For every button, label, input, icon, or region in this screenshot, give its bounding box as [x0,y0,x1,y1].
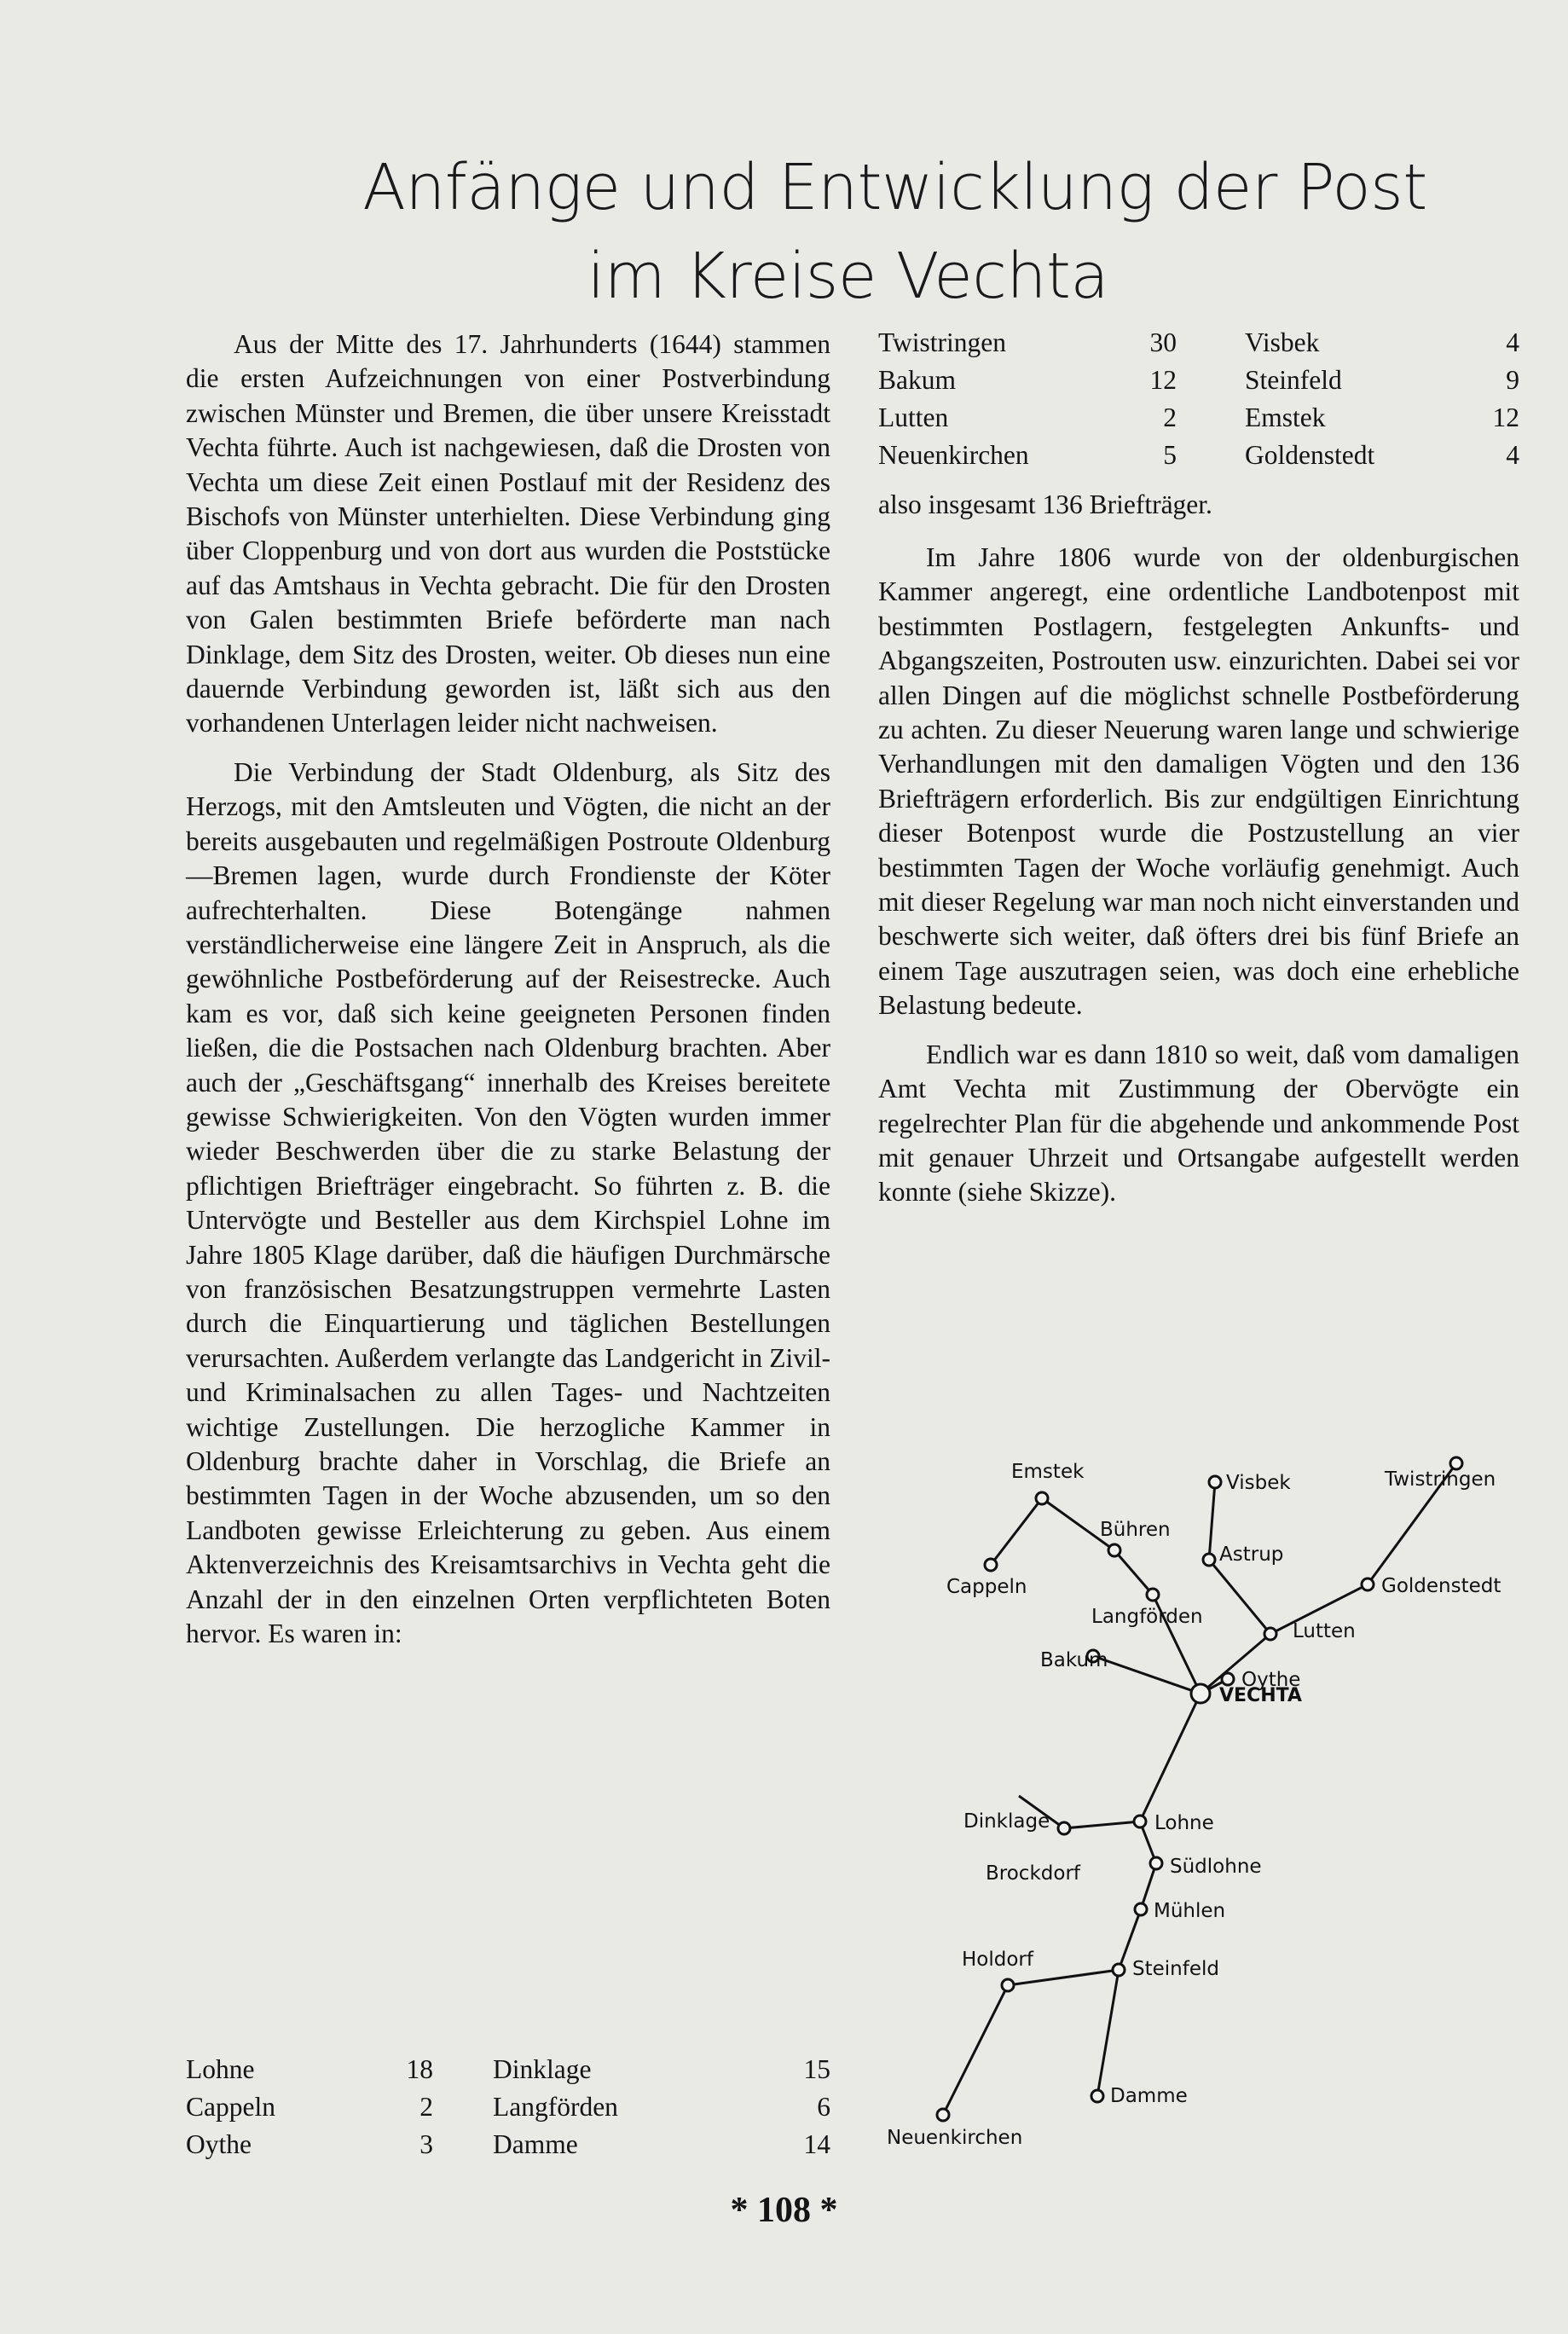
route-steinfeld-damme [1097,1970,1119,2096]
left-column [186,327,830,1651]
route-lines [943,1463,1456,2115]
label-muehlen: Mühlen [1154,1900,1226,1922]
paragraph: Im Jahre 1806 wurde von der oldenburgischen Kammer angeregt, eine ordentliche Landbotenpost mit bestimmten Postlagern, festgelegten Ankunfts- und Abgangszeiten, Postrouten usw. einzurichten. Dabei sei vor allen Dingen auf die möglichst schnelle Postbeförderung zu achten. Zu dieser Neuerung waren lange und schwierige Verhandlungen mit den damaligen Vögten und den 136 Briefträgern erforderlich. Bis zur endgültigen Einrichtung dieser Botenpost wurde die Postzustellung an vier bestimmten Tagen der Woche vorläufig genehmigt. Auch mit dieser Regelung war man noch nicht einverstanden und beschwerte sich weiter, daß öfters drei bis fünf Briefe an einem Tage auszutragen seien, was doch eine erhebliche Belastung bedeute. [878,542,1519,1021]
paragraph: Aus der Mitte des 17. Jahrhunderts (1644) stammen die ersten Aufzeichnungen von einer Postverbindung zwischen Münster und Bremen, die über unsere Kreisstadt Vechta führte. Auch ist nachgewiesen, daß die Drosten von Vechta um diese Zeit einen Postlauf mit der Residenz des Bischofs von Münster unterhielten. Diese Verbindung ging über Cloppenburg und von dort aus wurden die Poststücke auf das Amtshaus in Vechta gebracht. Die für den Drosten von Galen bestimmten Briefe beförderte man nach Dinklage, dem Sitz des Drosten, weiter. Ob dieses nun eine dauernde Verbindung geworden ist, läßt sich aus den vorhandenen Unterlagen leider nicht nachweisen. [186,329,830,738]
place-name: Visbek [1245,327,1320,357]
label-astrup: Astrup [1219,1543,1284,1566]
postal-route-map [870,1441,1535,2166]
label-emstek: Emstek [1011,1461,1085,1483]
label-lutten: Lutten [1293,1620,1356,1642]
table-row [878,324,1519,362]
station-buehren [1108,1544,1120,1556]
courier-count: 4 [1506,440,1519,470]
label-damme: Damme [1110,2085,1188,2107]
label-twistringen: Twistringen [1385,1468,1496,1491]
label-bakum: Bakum [1040,1649,1108,1671]
station-suedlohne [1150,1857,1162,1869]
station-muehlen [1135,1903,1147,1915]
paragraph: Endlich war es dann 1810 so weit, daß vom damaligen Amt Vechta mit Zustimmung der Obervögte ein regelrechter Plan für die abgehende und ankommende Post mit genauer Uhrzeit und Ortsangabe aufgestellt werden konnte (siehe Skizze). [878,1039,1519,1208]
courier-count: 2 [1163,403,1177,432]
label-cappeln: Cappeln [946,1576,1027,1598]
table-row [186,2051,830,2088]
label-brockdorf: Brockdorf [986,1862,1080,1885]
place-name: Bakum [878,365,956,395]
place-name: Twistringen [878,327,1007,357]
label-steinfeld: Steinfeld [1132,1958,1219,1980]
station-steinfeld [1113,1964,1125,1976]
title-line-1: Anfänge und Entwicklung der Post [362,151,1427,224]
label-suedlohne: Südlohne [1170,1856,1262,1878]
place-name: Lutten [878,403,949,432]
station-lutten [1264,1628,1276,1640]
station-langfoerden [1147,1589,1159,1601]
table-row [186,2088,830,2126]
courier-count: 14 [803,2129,830,2159]
label-holdorf: Holdorf [962,1949,1033,1971]
station-twistringen [1450,1457,1462,1469]
route-stations [937,1457,1462,2121]
page-number: * 108 * [730,2191,838,2230]
station-astrup [1203,1554,1215,1566]
table-row [878,362,1519,399]
label-oythe: Oythe [1241,1669,1301,1691]
label-lohne: Lohne [1154,1812,1214,1834]
courier-count-table-left [186,2051,830,2163]
page-title [0,143,1568,321]
place-name: Emstek [1245,403,1326,432]
courier-count: 5 [1163,440,1177,470]
station-brockdorf [1058,1822,1070,1834]
station-damme [1091,2090,1103,2102]
place-name: Dinklage [493,2054,592,2084]
station-holdorf [1002,1979,1014,1991]
courier-count: 18 [406,2054,433,2084]
label-visbek: Visbek [1226,1472,1291,1494]
place-name: Lohne [186,2054,255,2084]
paragraph: Die Verbindung der Stadt Oldenburg, als Sitz des Herzogs, mit den Amtsleuten und Vögten, die nicht an der bereits ausgebauten und regelmäßigen Postroute Oldenburg—Bremen lagen, wurde durch Frondienste der Köter aufrechterhalten. Diese Botengänge nahmen verständlicherweise eine längere Zeit in Anspruch, als die gewöhnliche Postbeförderung auf der Reisestrecke. Auch kam es vor, daß sich keine geeigneten Personen finden ließen, die die Postsachen nach Oldenburg brachten. Aber auch der „Geschäftsgang“ innerhalb des Kreises bereitete gewisse Schwierigkeiten. Von den Vögten wurden immer wieder Beschwerden über die zu starke Belastung der pflichtigen Briefträger eingebracht. So führten z. B. die Untervögte und Besteller aus dem Kirchspiel Lohne im Jahre 1805 Klage darüber, daß die häufigen Durchmärsche von französischen Besatzungstruppen vermehrte Lasten durch die Einquartierung und täglichen Bestellungen verursachten. Außerdem verlangte das Landgericht in Zivil- und Kriminalsachen zu allen Tages- und Nachtzeiten wichtige Zustellungen. Die herzogliche Kammer in Oldenburg brachte daher in Vorschlag, die Briefe an bestimmten Tagen in der Woche abzusenden, um so den Landboten gewisse Erleichterung zu geben. Aus einem Aktenverzeichnis des Kreisamtsarchivs in Vechta geht die Anzahl der in den einzelnen Orten verpflichteten Boten hervor. Es waren in: [186,756,830,1649]
title-line-2: im Kreise Vechta [587,240,1109,313]
label-buehren: Bühren [1100,1519,1171,1541]
place-name: Damme [493,2129,578,2159]
label-goldenstedt: Goldenstedt [1381,1575,1501,1597]
courier-count-table-right [878,324,1519,474]
courier-count: 2 [419,2092,433,2122]
courier-total: also insgesamt 136 Briefträger. [878,489,1212,519]
courier-count: 3 [419,2129,433,2159]
station-emstek [1036,1492,1048,1504]
station-cappeln [985,1559,997,1571]
table-row [878,399,1519,437]
place-name: Goldenstedt [1245,440,1375,470]
label-langfoerden: Langförden [1091,1606,1203,1628]
courier-count: 12 [1149,365,1177,395]
place-name: Cappeln [186,2092,275,2122]
label-dinklage: Dinklage [963,1810,1050,1833]
label-neuenkirchen: Neuenkirchen [887,2127,1023,2149]
station-vechta [1191,1684,1210,1703]
station-visbek [1209,1476,1221,1488]
place-name: Neuenkirchen [878,440,1029,470]
courier-count: 6 [817,2092,830,2122]
courier-count: 30 [1149,327,1177,357]
station-neuenkirchen [937,2109,949,2121]
courier-count: 9 [1506,365,1519,395]
courier-count: 4 [1506,327,1519,357]
table-row [186,2126,830,2163]
courier-count: 15 [803,2054,830,2084]
place-name: Oythe [186,2129,252,2159]
table-row [878,437,1519,474]
label-vechta: VECHTA [1219,1685,1302,1706]
right-column [878,541,1519,1210]
courier-count: 12 [1492,403,1519,432]
station-goldenstedt [1362,1578,1374,1590]
place-name: Steinfeld [1245,365,1342,395]
station-lohne [1134,1816,1146,1827]
place-name: Langförden [493,2092,618,2122]
station-oythe [1222,1673,1234,1685]
